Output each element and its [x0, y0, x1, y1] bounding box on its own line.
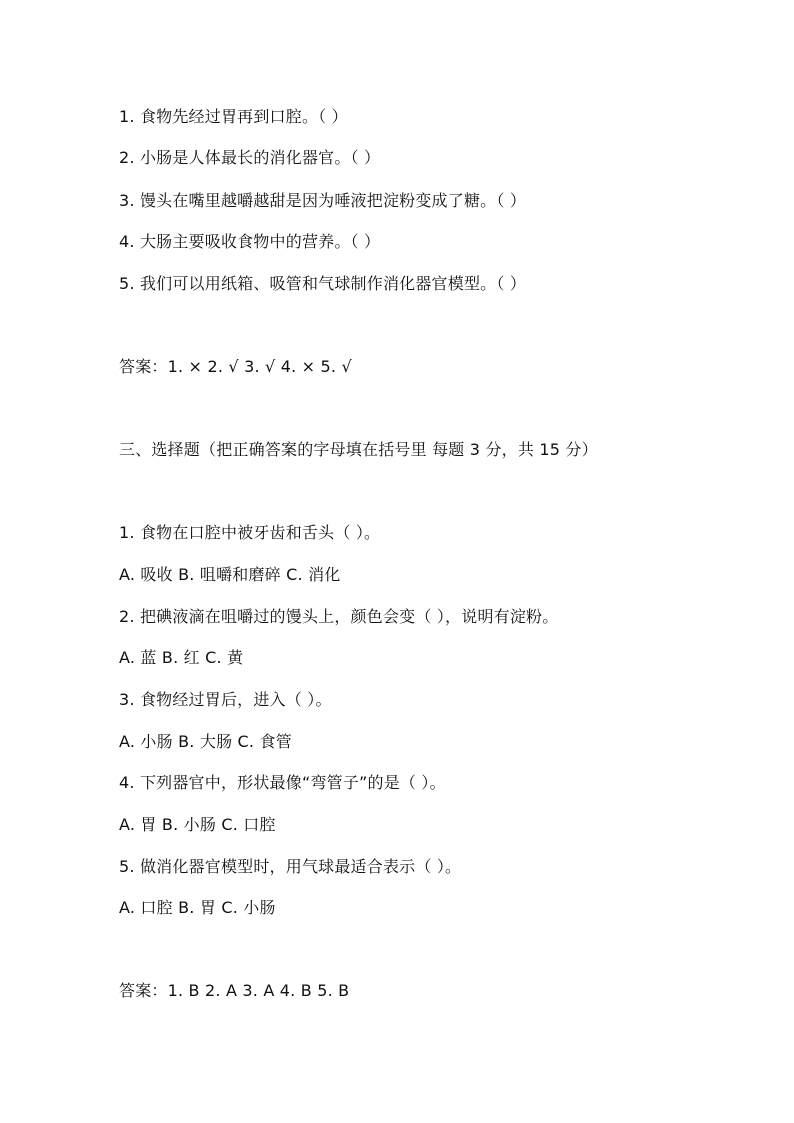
choice-options-5: A. 口腔 B. 胃 C. 小肠: [119, 898, 276, 917]
judge-answers: 答案：1. × 2. √ 3. √ 4. × 5. √: [119, 357, 352, 376]
judge-question-2: 2. 小肠是人体最长的消化器官。（ ）: [119, 148, 381, 167]
choice-question-3: 3. 食物经过胃后，进入（ ）。: [119, 690, 332, 709]
judge-question-1: 1. 食物先经过胃再到口腔。（ ）: [119, 107, 348, 126]
judge-question-4: 4. 大肠主要吸收食物中的营养。（ ）: [119, 232, 381, 251]
choice-options-1: A. 吸收 B. 咀嚼和磨碎 C. 消化: [119, 565, 341, 584]
choice-question-5: 5. 做消化器官模型时，用气球最适合表示（ ）。: [119, 857, 462, 876]
choice-question-2: 2. 把碘液滴在咀嚼过的馒头上，颜色会变（ ），说明有淀粉。: [119, 607, 559, 626]
section-heading: 三、选择题（把正确答案的字母填在括号里 每题 3 分，共 15 分）: [119, 440, 598, 459]
choice-question-1: 1. 食物在口腔中被牙齿和舌头（ ）。: [119, 523, 381, 542]
choice-answers: 答案：1. B 2. A 3. A 4. B 5. B: [119, 981, 350, 1000]
judge-question-3: 3. 馒头在嘴里越嚼越甜是因为唾液把淀粉变成了糖。（ ）: [119, 191, 527, 210]
choice-options-3: A. 小肠 B. 大肠 C. 食管: [119, 732, 292, 751]
choice-options-2: A. 蓝 B. 红 C. 黄: [119, 648, 244, 667]
judge-question-5: 5. 我们可以用纸箱、吸管和气球制作消化器官模型。（ ）: [119, 274, 527, 293]
choice-options-4: A. 胃 B. 小肠 C. 口腔: [119, 815, 276, 834]
choice-question-4: 4. 下列器官中，形状最像“弯管子”的是（ ）。: [119, 773, 446, 792]
